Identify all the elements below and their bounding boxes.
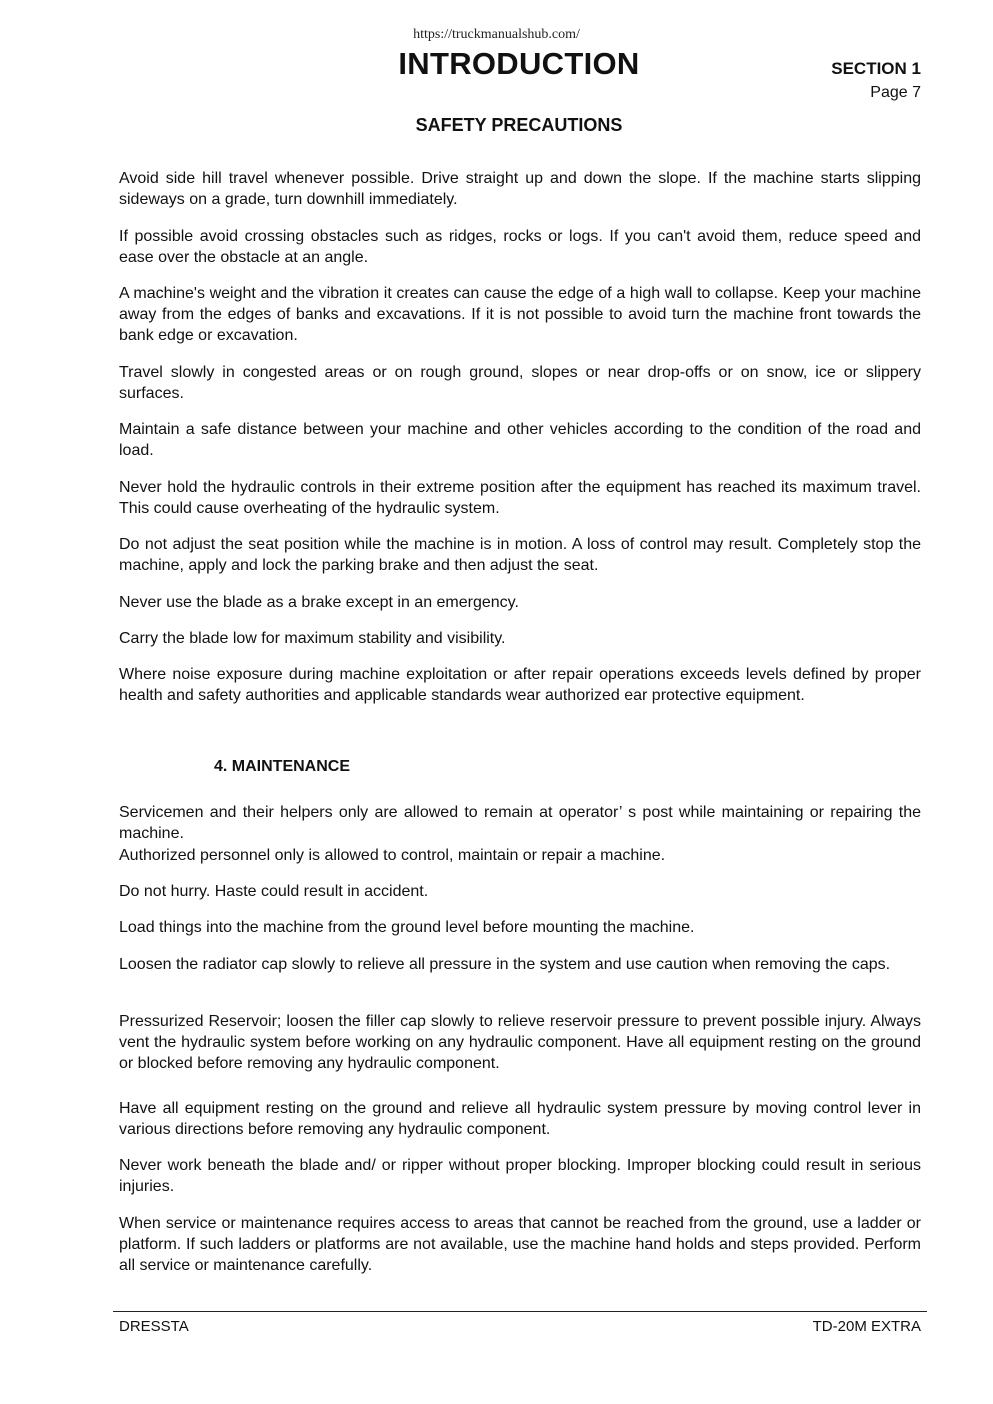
paragraph-blade-low: Carry the blade low for maximum stability and visibility. — [119, 630, 506, 647]
maintenance-heading: 4. MAINTENANCE — [214, 758, 351, 775]
footer-model: TD-20M EXTRA — [812, 1318, 921, 1335]
paragraph-blocking: Never work beneath the blade and/ or ripper without proper blocking. Improper blocking could result in serious injuries. — [119, 1157, 921, 1195]
paragraph-radiator-cap: Loosen the radiator cap slowly to relieve all pressure in the system and use caution when removing the caps. — [119, 956, 891, 973]
footer-brand: DRESSTA — [119, 1318, 189, 1335]
section-label: SECTION 1 — [831, 59, 921, 78]
paragraph-authorized-personnel: Authorized personnel only is allowed to control, maintain or repair a machine. — [119, 847, 666, 864]
section-subtitle: SAFETY PRECAUTIONS — [415, 115, 623, 135]
page-number: Page 7 — [870, 84, 921, 101]
source-url: https://truckmanualshub.com/ — [413, 27, 580, 42]
paragraph-blade-brake: Never use the blade as a brake except in an emergency. — [119, 594, 519, 611]
paragraph-travel-slowly: Travel slowly in congested areas or on rough ground, slopes or near drop-offs or on snow, ice or slippery surfaces. — [119, 364, 921, 402]
paragraph-noise-exposure: Where noise exposure during machine exploitation or after repair operations exceeds levels defined by proper health and safety authorities and applicable standards wear authorized ear protective equipment. — [119, 666, 921, 704]
paragraph-relieve-pressure: Have all equipment resting on the ground and relieve all hydraulic system pressure by moving control lever in various directions before removing any hydraulic component. — [119, 1100, 921, 1138]
paragraph-high-wall: A machine's weight and the vibration it creates can cause the edge of a high wall to collapse. Keep your machine away from the edges of banks and excavations. If it is not possible to avoid turn the machine front towards the bank edge or excavation. — [119, 285, 921, 344]
paragraph-servicemen: Servicemen and their helpers only are allowed to remain at operator’ s post while maintaining or repairing the machine. — [119, 804, 921, 842]
paragraph-load-things: Load things into the machine from the ground level before mounting the machine. — [119, 919, 695, 936]
paragraph-safe-distance: Maintain a safe distance between your machine and other vehicles according to the condition of the road and load. — [119, 421, 921, 459]
footer-divider — [113, 1311, 927, 1312]
paragraph-pressurized-reservoir: Pressurized Reservoir; loosen the filler cap slowly to relieve reservoir pressure to prevent possible injury. Always vent the hydraulic system before working on any hydraulic component. Have all equipment resting on the ground or blocked before removing any hydraulic component. — [119, 1013, 921, 1072]
paragraph-hydraulic-controls: Never hold the hydraulic controls in their extreme position after the equipment has reached its maximum travel. This could cause overheating of the hydraulic system. — [119, 479, 921, 517]
paragraph-do-not-hurry: Do not hurry. Haste could result in accident. — [119, 883, 429, 900]
paragraph-ladder-platform: When service or maintenance requires access to areas that cannot be reached from the ground, use a ladder or platform. If such ladders or platforms are not available, use the machine hand holds and steps provided. Perform all service or maintenance carefully. — [119, 1215, 921, 1274]
paragraph-seat-adjust: Do not adjust the seat position while the machine is in motion. A loss of control may result. Completely stop the machine, apply and lock the parking brake and then adjust the seat. — [119, 536, 921, 574]
paragraph-obstacles: If possible avoid crossing obstacles such as ridges, rocks or logs. If you can't avoid them, reduce speed and ease over the obstacle at an angle. — [119, 228, 921, 266]
page-title: INTRODUCTION — [398, 46, 640, 81]
paragraph-side-hill-travel: Avoid side hill travel whenever possible. Drive straight up and down the slope. If the machine starts slipping sideways on a grade, turn downhill immediately. — [119, 170, 921, 208]
